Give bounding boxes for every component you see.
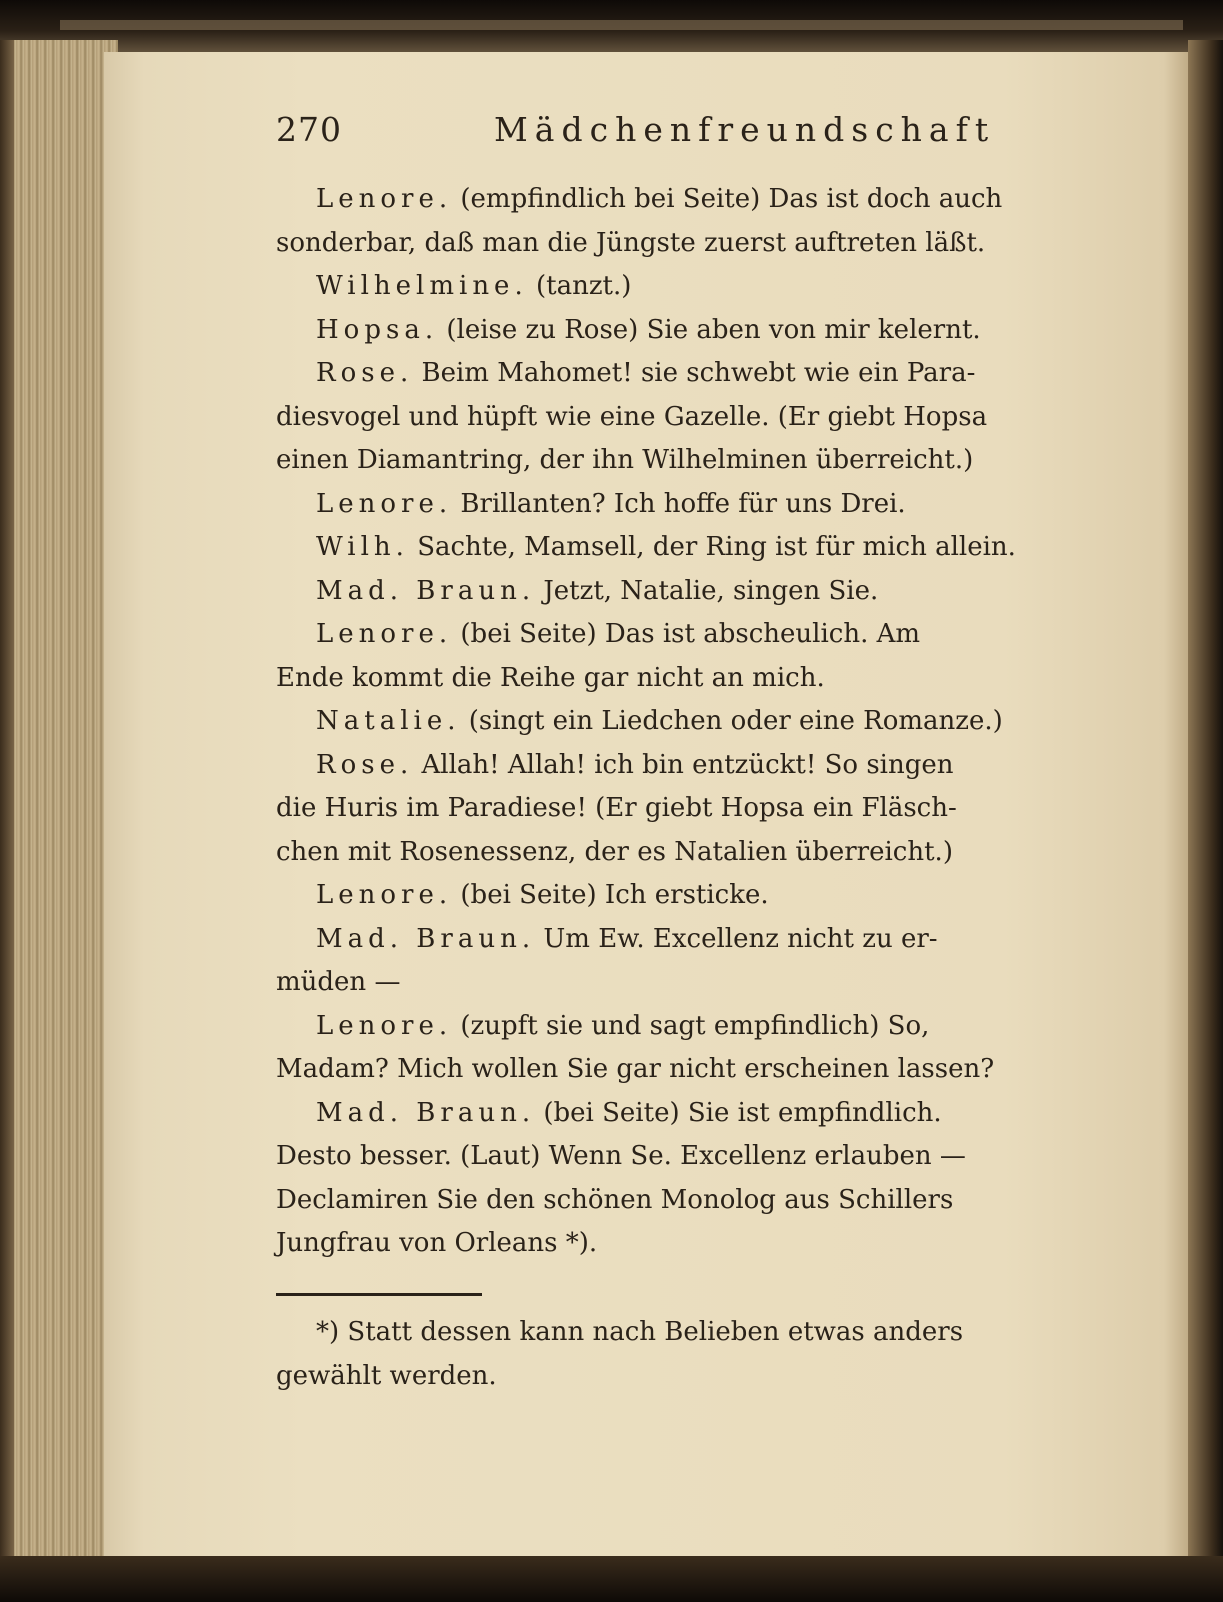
text-line bbox=[276, 265, 1131, 309]
text-line bbox=[276, 309, 1131, 353]
footnote-line: *) Statt dessen kann nach Belieben etwas anders bbox=[316, 1317, 964, 1347]
speaker-name: Hopsa. bbox=[316, 314, 439, 345]
text-line bbox=[276, 1222, 1131, 1266]
text-line bbox=[276, 961, 1131, 1005]
text-line bbox=[276, 831, 1131, 875]
page-number: 270 bbox=[276, 110, 342, 149]
speaker-name: Lenore. bbox=[316, 1010, 453, 1041]
line-text: Beim Mahomet! sie schwebt wie ein Para- bbox=[421, 358, 976, 388]
running-title: Mädchenfreundschaft bbox=[494, 110, 996, 149]
line-text: (bei Seite) Ich ersticke. bbox=[460, 880, 769, 910]
line-text: die Huris im Paradiese! (Er giebt Hopsa ein Fläsch- bbox=[276, 793, 957, 823]
line-text: Jungfrau von Orleans *). bbox=[276, 1228, 598, 1258]
text-line bbox=[276, 700, 1131, 744]
text-line bbox=[276, 1048, 1131, 1092]
text-line bbox=[276, 396, 1131, 440]
line-text: Jetzt, Natalie, singen Sie. bbox=[543, 575, 879, 606]
speaker-name: Mad. Braun. bbox=[316, 1097, 536, 1128]
play-text bbox=[276, 178, 1131, 1266]
speaker-name: Wilh. bbox=[316, 532, 409, 562]
text-line bbox=[276, 178, 1131, 222]
line-text: Declamiren Sie den schönen Monolog aus Schillers bbox=[276, 1184, 954, 1215]
line-text: (zupft sie und sagt empfindlich) So, bbox=[460, 1010, 930, 1041]
footnote-rule bbox=[276, 1293, 482, 1296]
line-text: einen Diamantring, der ihn Wilhelminen überreicht.) bbox=[276, 445, 974, 475]
line-text: (bei Seite) Sie ist empfindlich. bbox=[543, 1097, 942, 1128]
speaker-name: Lenore. bbox=[316, 880, 453, 910]
line-text: Allah! Allah! ich bin entzückt! So singen bbox=[421, 749, 954, 780]
line-text: (empfindlich bei Seite) Das ist doch auch bbox=[460, 184, 1003, 214]
speaker-name: Lenore. bbox=[316, 619, 453, 649]
text-line bbox=[276, 1179, 1131, 1223]
line-text: (singt ein Liedchen oder eine Romanze.) bbox=[468, 706, 1003, 736]
text-line bbox=[276, 352, 1131, 396]
line-text: diesvogel und hüpft wie eine Gazelle. (Er giebt Hopsa bbox=[276, 401, 988, 432]
speaker-name: Mad. Braun. bbox=[316, 923, 536, 954]
text-line bbox=[276, 918, 1131, 962]
line-text: Brillanten? Ich hoffe für uns Drei. bbox=[460, 488, 906, 519]
footnote bbox=[276, 1310, 1131, 1398]
speaker-name: Lenore. bbox=[316, 184, 453, 214]
text-line bbox=[276, 526, 1131, 570]
book-bottom-edge bbox=[0, 1556, 1223, 1602]
text-line bbox=[276, 1005, 1131, 1049]
book-right-edge bbox=[1188, 40, 1223, 1562]
text-line bbox=[276, 613, 1131, 657]
line-text: Ende kommt die Reihe gar nicht an mich. bbox=[276, 662, 825, 693]
book-top-edge bbox=[0, 0, 1223, 56]
footnote-line: gewählt werden. bbox=[276, 1361, 497, 1391]
text-line bbox=[276, 744, 1131, 788]
line-text: (tanzt.) bbox=[535, 271, 632, 301]
speaker-name: Natalie. bbox=[316, 706, 461, 736]
page-stack-edge bbox=[0, 40, 118, 1562]
speaker-name: Wilhelmine. bbox=[316, 271, 528, 301]
line-text: Madam? Mich wollen Sie gar nicht erscheinen lassen? bbox=[276, 1054, 995, 1084]
line-text: müden — bbox=[276, 967, 401, 997]
speaker-name: Rose. bbox=[316, 749, 414, 780]
text-line bbox=[276, 787, 1131, 831]
speaker-name: Mad. Braun. bbox=[316, 575, 536, 606]
text-line bbox=[276, 222, 1131, 266]
speaker-name: Rose. bbox=[316, 358, 414, 388]
text-line bbox=[276, 570, 1131, 614]
line-text: Um Ew. Excellenz nicht zu er- bbox=[543, 923, 938, 954]
line-text: (bei Seite) Das ist abscheulich. Am bbox=[460, 619, 921, 649]
text-line bbox=[276, 874, 1131, 918]
text-line bbox=[276, 1135, 1131, 1179]
speaker-name: Lenore. bbox=[316, 488, 453, 519]
text-line bbox=[276, 1092, 1131, 1136]
text-line bbox=[276, 483, 1131, 527]
line-text: sonderbar, daß man die Jüngste zuerst auftreten läßt. bbox=[276, 227, 986, 258]
text-line bbox=[276, 439, 1131, 483]
line-text: (leise zu Rose) Sie aben von mir kelernt. bbox=[446, 314, 981, 345]
page-header bbox=[276, 110, 1106, 160]
text-line bbox=[276, 657, 1131, 701]
line-text: Sachte, Mamsell, der Ring ist für mich allein. bbox=[417, 532, 1016, 562]
line-text: chen mit Rosenessenz, der es Natalien überreicht.) bbox=[276, 836, 953, 867]
line-text: Desto besser. (Laut) Wenn Se. Excellenz erlauben — bbox=[276, 1141, 966, 1171]
